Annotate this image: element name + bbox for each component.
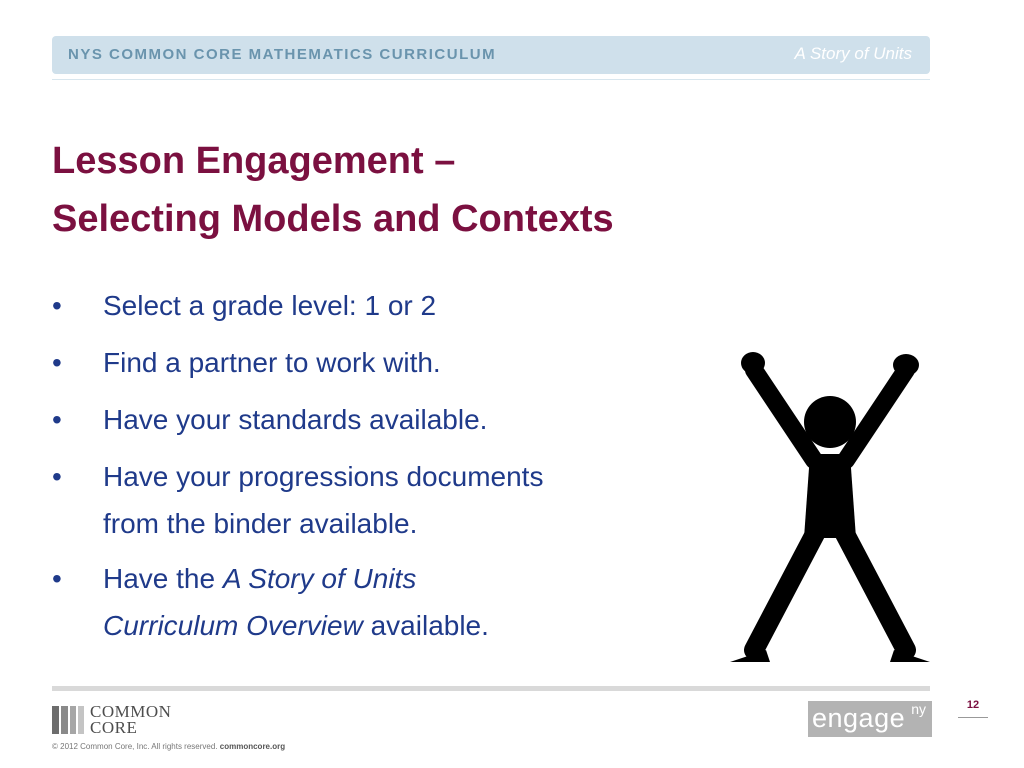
bullet-marker: • [52,461,62,492]
bullet-item [52,396,692,443]
bullet-text-prefix: Have the [103,563,223,594]
bullet-text: Select a grade level: 1 or 2 [103,290,437,321]
slide-title [52,132,614,248]
page-number: 12 [966,699,980,711]
bullet-item [52,555,692,649]
page-number-rule [958,717,988,718]
copyright-text: © 2012 Common Core, Inc. All rights reserved. [52,742,218,751]
bullet-text-line-1: Have your progressions documents [103,461,544,492]
slide-title-line-1: Lesson Engagement – [52,140,456,182]
header-divider [52,79,930,80]
bullet-text: Find a partner to work with. [103,347,441,378]
logo-line-2: CORE [90,718,138,737]
bullet-list [52,282,692,657]
engage-ny-logo [808,701,932,737]
curriculum-title: NYS COMMON CORE MATHEMATICS CURRICULUM [68,46,497,63]
logo-line-1: COMMON [90,702,172,721]
bullet-marker: • [52,290,62,321]
bullet-text: Have your standards available. [103,404,488,435]
copyright-notice [52,742,285,751]
bullet-marker: • [52,404,62,435]
bullet-item [52,282,692,329]
footer-divider [52,686,930,691]
bullet-item [52,453,692,547]
cheering-person-silhouette-icon [726,350,934,670]
engage-wordmark: engage [812,703,906,733]
bullet-text-line-2: from the binder available. [103,508,418,539]
engage-superscript: ny [911,701,926,717]
bullet-marker: • [52,347,62,378]
header-bar [52,36,930,74]
common-core-bars-icon [52,706,84,734]
common-core-wordmark [90,704,171,736]
bullet-text-italic-title: A Story of Units [222,563,417,594]
bullet-item [52,339,692,386]
slide-title-line-2: Selecting Models and Contexts [52,198,614,240]
bullet-text-suffix: available. [362,610,489,641]
module-name: A Story of Units [794,44,912,63]
bullet-text-italic-overview: Curriculum Overview [103,610,363,641]
bullet-marker: • [52,563,62,594]
copyright-link: commoncore.org [219,742,286,751]
